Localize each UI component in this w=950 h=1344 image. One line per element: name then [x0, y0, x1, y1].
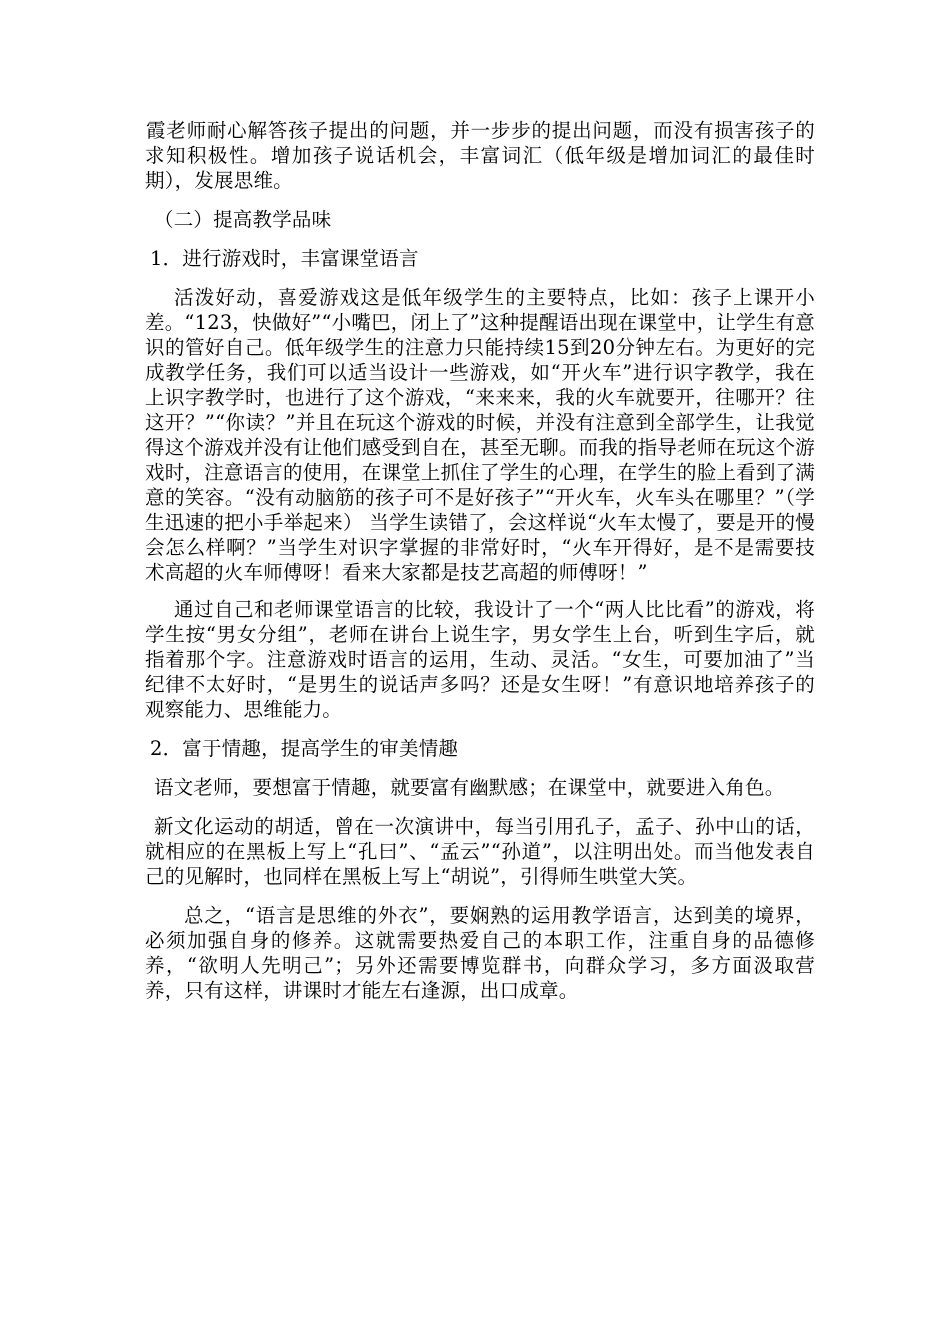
section-heading: （二）提高教学品味 — [154, 208, 332, 231]
paragraph-hushi: 新文化运动的胡适，曾在一次演讲中，每当引用孔子，孟子、孙中山的话，就相应的在黑板上写上“孔曰”、“孟云”“孙道”，以注明出处。而当他发表自己的见解时，也同样在黑板上写上“胡说”，引得师生哄堂大笑。 — [145, 815, 815, 888]
paragraph-humor: 语文老师，要想富于情趣，就要富有幽默感；在课堂中，就要进入角色。 — [154, 776, 785, 799]
paragraph-games: 活泼好动，喜爱游戏这是低年级学生的主要特点，比如：孩子上课开小差。“123，快做好”“小嘴巴，闭上了”这种提醒语出现在课堂中，让学生有意识的管好自己。低年级学生的注意力只能持续15到20分钟左右。为更好的完成教学任务，我们可以适当设计一些游戏，如“开火车”进行识字教学，我在上识字教学时，也进行了这个游戏，“来来来，我的火车就要开，往哪开？往这开？”“你读？”并且在玩这个游戏的时候，并没有注意到全部学生，让我觉得这个游戏并没有让他们感受到自在，甚至无聊。而我的指导老师在玩这个游戏时，注意语言的使用，在课堂上抓住了学生的心理，在学生的脸上看到了满意的笑容。“没有动脑筋的孩子可不是好孩子”“开火车，火车头在哪里？”（学生迅速的把小手举起来） 当学生读错了，会这样说“火车太慢了，要是开的慢会怎么样啊？”当学生对识字掌握的非常好时，“火车开得好，是不是需要技术高超的火车师傅呀！看来大家都是技艺高超的师傅呀！” — [145, 286, 815, 584]
paragraph-conclusion: 总之，“语言是思维的外衣”，要娴熟的运用教学语言，达到美的境界，必须加强自身的修养。这就需要热爱自己的本职工作，注重自身的品德修养，“欲明人先明己”；另外还需要博览群书，向群众学习，多方面汲取营养，只有这样，讲课时才能左右逢源，出口成章。 — [145, 904, 815, 1002]
subsection-heading-2: 2．富于情趣，提高学生的审美情趣 — [150, 737, 459, 760]
paragraph-intro: 霞老师耐心解答孩子提出的问题，并一步步的提出问题，而没有损害孩子的求知积极性。增加孩子说话机会，丰富词汇（低年级是增加词汇的最佳时期），发展思维。 — [145, 119, 815, 192]
subsection-heading-1: 1．进行游戏时，丰富课堂语言 — [150, 247, 419, 270]
document-body — [145, 118, 815, 1017]
paragraph-comparison: 通过自己和老师课堂语言的比较，我设计了一个“两人比比看”的游戏，将学生按“男女分组”，老师在讲台上说生字，男女学生上台，听到生字后，就指着那个字。注意游戏时语言的运用，生动、灵活。“女生，可要加油了”当纪律不太好时，“是男生的说话声多吗？还是女生呀！”有意识地培养孩子的观察能力、思维能力。 — [145, 598, 815, 721]
